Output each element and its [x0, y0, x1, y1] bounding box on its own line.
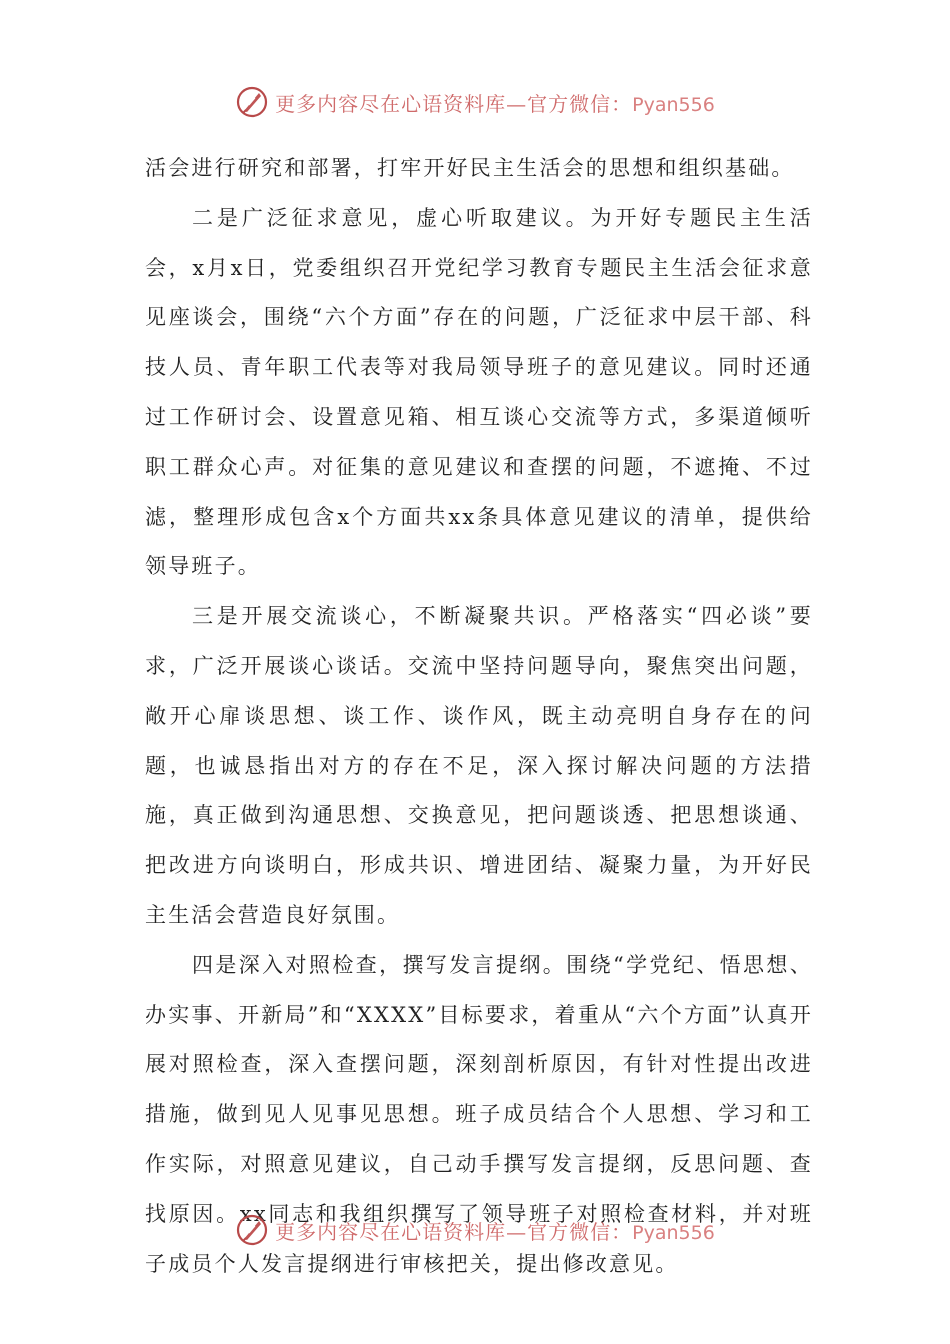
header-wechat-id: Pyan556: [632, 93, 715, 116]
paragraph-2: 二是广泛征求意见，虚心听取建议。为开好专题民主生活会，x月x日，党委组织召开党纪学习教育专题民主生活会征求意见座谈会，围绕“六个方面”存在的问题，广泛征求中层干部、科技人员、青年职工代表等对我局领导班子的意见建议。同时还通过工作研讨会、设置意见箱、相互谈心交流等方式，多渠道倾听职工群众心声。对征集的意见建议和查摆的问题，不遮掩、不过滤，整理形成包含x个方面共xx条具体意见建议的清单，提供给领导班子。: [145, 205, 813, 579]
quill-pen-logo-icon: [235, 85, 269, 119]
paragraph-4: 四是深入对照检查，撰写发言提纲。围绕“学党纪、悟思想、办实事、开新局”和“XXXX”目标要求，着重从“六个方面”认真开展对照检查，深入查摆问题，深刻剖析原因，有针对性提出改进措施，做到见人见事见思想。班子成员结合个人思想、学习和工作实际，对照意见建议，自己动手撰写发言提纲，反思问题、查找原因。xx同志和我组织撰写了领导班子对照检查材料，并对班子成员个人发言提纲进行审核把关，提出修改意见。: [145, 952, 813, 1276]
paragraph-3: 三是开展交流谈心，不断凝聚共识。严格落实“四必谈”要求，广泛开展谈心谈话。交流中坚持问题导向，聚焦突出问题，敞开心扉谈思想、谈工作、谈作风，既主动亮明自身存在的问题，也诚恳指出对方的存在不足，深入探讨解决问题的方法措施，真正做到沟通思想、交换意见，把问题谈透、把思想谈通、把改进方向谈明白，形成共识、增进团结、凝聚力量，为开好民主生活会营造良好氛围。: [145, 604, 813, 927]
quill-pen-logo-icon: [235, 1213, 269, 1247]
header-banner-text: 更多内容尽在心语资料库—官方微信：Pyan556: [275, 91, 715, 116]
header-banner-content: [235, 85, 715, 119]
footer-banner-content: [235, 1213, 715, 1247]
document-body: [145, 144, 813, 1289]
footer-banner-text: 更多内容尽在心语资料库—官方微信：Pyan556: [275, 1219, 715, 1244]
footer-wechat-id: Pyan556: [632, 1221, 715, 1244]
paragraph-1: 活会进行研究和部署，打牢开好民主生活会的思想和组织基础。: [145, 156, 795, 180]
footer-banner: [0, 1208, 950, 1252]
header-banner: [0, 80, 950, 124]
